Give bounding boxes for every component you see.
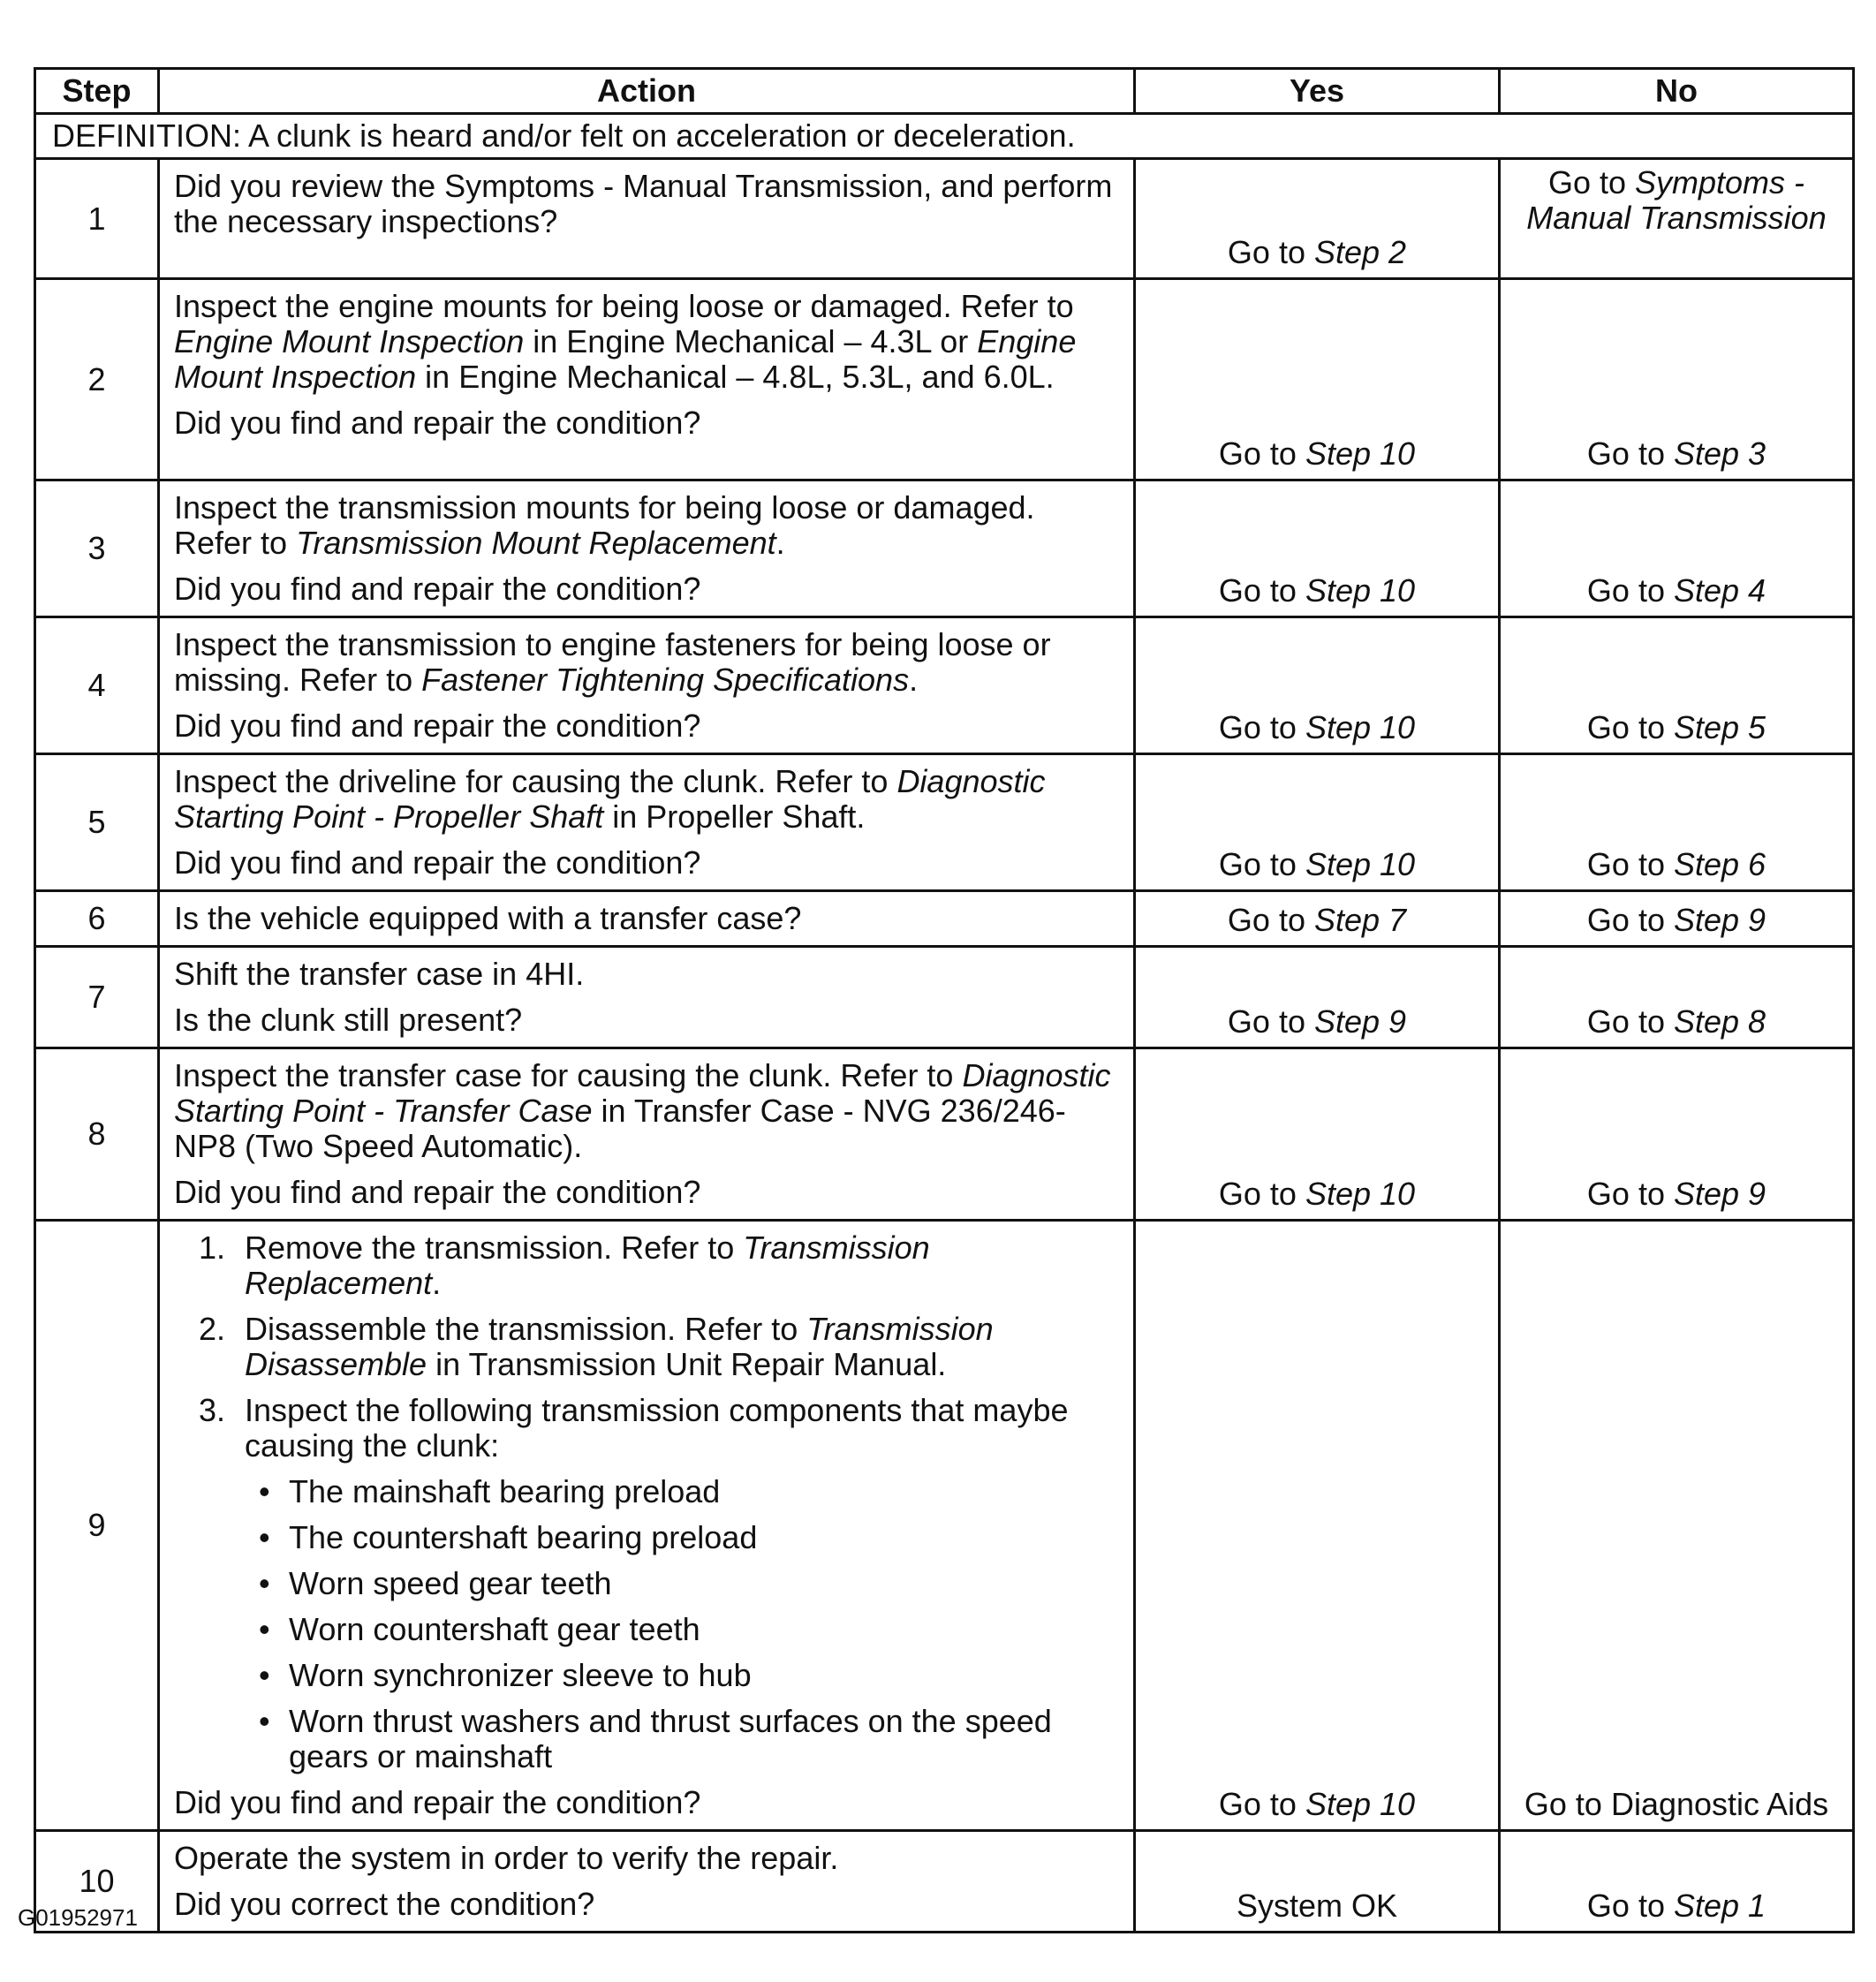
table-row: [35, 1048, 1854, 1221]
reference-text: Transmission Disassemble: [245, 1311, 994, 1382]
step-number: 6: [35, 891, 159, 947]
table-row: [35, 279, 1854, 480]
action-cell: [159, 1048, 1135, 1221]
text-run: .: [909, 662, 919, 698]
action-text: [174, 289, 1119, 395]
header-yes: Yes: [1135, 69, 1500, 114]
text-run: in Transfer Case - NVG 236/246-NP8 (Two Speed Automatic).: [174, 1093, 1066, 1164]
yes-result: [1135, 891, 1500, 947]
action-question: Is the clunk still present?: [174, 1002, 523, 1038]
reference-text: Transmission Mount Replacement: [296, 525, 776, 561]
action-text: [174, 627, 1119, 698]
step-number: 4: [35, 617, 159, 754]
step-number: 7: [35, 947, 159, 1048]
action-cell: [159, 1221, 1135, 1831]
component-list: [245, 1474, 1119, 1774]
action-cell: [159, 754, 1135, 891]
text-run: Inspect the transfer case for causing the clunk. Refer to: [174, 1057, 963, 1093]
yes-result: [1135, 617, 1500, 754]
goto-step: Step 6: [1673, 846, 1766, 882]
action-question: Did you find and repair the condition?: [174, 1784, 701, 1820]
text-run: Inspect the driveline for causing the clunk. Refer to: [174, 763, 897, 799]
goto-step: Step 10: [1305, 1786, 1416, 1822]
goto-text: Go to: [1586, 1887, 1674, 1924]
step-number: 9: [35, 1221, 159, 1831]
text-run: Inspect the transmission mounts for being loose or damaged. Refer to: [174, 489, 1035, 561]
text-run: Operate the system in order to verify the repair.: [174, 1840, 839, 1876]
action-question: Did you find and repair the condition?: [174, 707, 701, 744]
text-run: Inspect the transmission to engine fasteners for being loose or missing. Refer to: [174, 626, 1051, 698]
substep-item: [234, 1393, 1119, 1774]
action-text: [174, 1058, 1119, 1164]
yes-result: [1135, 159, 1500, 279]
goto-text: Go to: [1586, 846, 1674, 882]
goto-text: Go to: [1218, 709, 1305, 745]
reference-text: Engine Mount Inspection: [174, 323, 525, 359]
no-result: [1500, 480, 1854, 617]
text-run: Is the vehicle equipped with a transfer case?: [174, 900, 802, 936]
goto-text: Go to: [1586, 572, 1674, 609]
no-result: [1500, 754, 1854, 891]
substep-list: [174, 1230, 1119, 1774]
header-row: [35, 69, 1854, 114]
reference-text: Diagnostic Starting Point - Propeller Shaft: [174, 763, 1046, 835]
action-cell: [159, 159, 1135, 279]
table-row: [35, 1221, 1854, 1831]
goto-text: Go to: [1218, 572, 1305, 609]
action-text: [174, 901, 1119, 936]
goto-text: Go to: [1586, 435, 1674, 472]
goto-text: Go to: [1218, 1176, 1305, 1212]
goto-text: Go to: [1586, 1176, 1674, 1212]
goto-step: Step 9: [1313, 1003, 1407, 1040]
action-question: Did you find and repair the condition?: [174, 844, 701, 881]
action-cell: [159, 617, 1135, 754]
table-row: [35, 891, 1854, 947]
component-item: • Worn countershaft gear teeth: [289, 1612, 1119, 1647]
goto-text: Go to: [1586, 1003, 1674, 1040]
goto-text: Go to: [1586, 709, 1674, 745]
action-text: [174, 957, 1119, 992]
goto-step: Step 9: [1673, 902, 1766, 938]
text-run: .: [775, 525, 785, 561]
goto-step: Step 10: [1305, 572, 1416, 609]
goto-text: Go to: [1227, 902, 1314, 938]
step-number: 1: [35, 159, 159, 279]
text-run: Shift the transfer case in 4HI.: [174, 956, 585, 992]
goto-step: Step 10: [1305, 709, 1416, 745]
goto-text: System OK: [1236, 1887, 1398, 1924]
action-cell: [159, 279, 1135, 480]
table-row: [35, 480, 1854, 617]
text-run: in Engine Mechanical – 4.3L or: [524, 323, 978, 359]
goto-step: Step 2: [1313, 234, 1407, 270]
goto-text: Go to: [1227, 234, 1314, 270]
action-text: [174, 1841, 1119, 1876]
text-run: Did you review the Symptoms - Manual Transmission, and perform the necessary inspections?: [174, 168, 1113, 239]
goto-step: Step 5: [1673, 709, 1766, 745]
goto-step: Step 10: [1305, 1176, 1416, 1212]
text-run: in Propeller Shaft.: [603, 798, 866, 835]
goto-text: Go to: [1227, 1003, 1314, 1040]
component-item: • Worn speed gear teeth: [289, 1566, 1119, 1601]
action-question: Did you correct the condition?: [174, 1886, 595, 1922]
no-result: [1500, 891, 1854, 947]
yes-result: [1135, 480, 1500, 617]
yes-result: [1135, 279, 1500, 480]
goto-text: Go to: [1586, 902, 1674, 938]
goto-step: Step 7: [1313, 902, 1407, 938]
substep-item: [234, 1230, 1119, 1301]
table-row: [35, 617, 1854, 754]
step-number: 8: [35, 1048, 159, 1221]
no-result: [1500, 1221, 1854, 1831]
no-result: [1500, 947, 1854, 1048]
goto-step: Step 9: [1673, 1176, 1766, 1212]
no-result: [1500, 1831, 1854, 1933]
goto-step: Step 3: [1673, 435, 1766, 472]
yes-result: [1135, 1221, 1500, 1831]
action-text: [174, 169, 1119, 239]
goto-step: Step 10: [1305, 435, 1416, 472]
header-no: No: [1500, 69, 1854, 114]
no-result: [1500, 279, 1854, 480]
goto-text: Go to: [1218, 846, 1305, 882]
yes-result: [1135, 1048, 1500, 1221]
goto-text: Go to: [1547, 164, 1636, 200]
substep-item: [234, 1312, 1119, 1382]
text-run: Inspect the engine mounts for being loose or damaged. Refer to: [174, 288, 1074, 324]
component-item: • Worn thrust washers and thrust surfaces on the speed gears or mainshaft: [289, 1704, 1119, 1774]
text-run: Inspect the following transmission components that maybe causing the clunk:: [245, 1392, 1069, 1464]
text-run: .: [432, 1265, 442, 1301]
action-cell: [159, 480, 1135, 617]
goto-text: Go to Diagnostic Aids: [1524, 1786, 1829, 1822]
table-body: [35, 114, 1854, 1933]
step-number: 5: [35, 754, 159, 891]
yes-result: [1135, 947, 1500, 1048]
figure-id: G01952971: [18, 1904, 138, 1931]
reference-text: Engine Mount Inspection: [174, 323, 1077, 395]
action-text: [174, 764, 1119, 835]
action-question: Did you find and repair the condition?: [174, 1174, 701, 1210]
header-action: Action: [159, 69, 1135, 114]
text-run: Disassemble the transmission. Refer to: [245, 1311, 807, 1347]
no-result: [1500, 617, 1854, 754]
goto-step: Step 8: [1673, 1003, 1766, 1040]
goto-text: Go to: [1218, 435, 1305, 472]
text-run: in Transmission Unit Repair Manual.: [427, 1346, 947, 1382]
step-number: 3: [35, 480, 159, 617]
reference-text: Fastener Tightening Specifications: [421, 662, 910, 698]
action-cell: [159, 891, 1135, 947]
table-row: [35, 947, 1854, 1048]
goto-step: Step 10: [1305, 846, 1416, 882]
yes-result: [1135, 1831, 1500, 1933]
goto-step: Step 1: [1673, 1887, 1766, 1924]
action-question: Did you find and repair the condition?: [174, 405, 701, 441]
reference-text: Diagnostic Starting Point - Transfer Case: [174, 1057, 1111, 1129]
action-text: [174, 490, 1119, 561]
yes-result: [1135, 754, 1500, 891]
no-result: [1500, 1048, 1854, 1221]
step-number: 2: [35, 279, 159, 480]
component-item: • The countershaft bearing preload: [289, 1520, 1119, 1555]
component-item: • The mainshaft bearing preload: [289, 1474, 1119, 1509]
action-question: Did you find and repair the condition?: [174, 571, 701, 607]
component-item: • Worn synchronizer sleeve to hub: [289, 1658, 1119, 1693]
goto-step: Symptoms - Manual Transmission: [1526, 164, 1827, 236]
text-run: in Engine Mechanical – 4.8L, 5.3L, and 6.0L.: [416, 359, 1055, 395]
table-row: [35, 1831, 1854, 1933]
reference-text: Transmission Replacement: [245, 1229, 930, 1301]
definition-text: DEFINITION: A clunk is heard and/or felt on acceleration or deceleration.: [35, 114, 1854, 159]
action-cell: [159, 947, 1135, 1048]
goto-step: Step 4: [1673, 572, 1766, 609]
header-step: Step: [35, 69, 159, 114]
diagnostic-table: [34, 67, 1855, 1933]
table-row: [35, 754, 1854, 891]
table-row: [35, 159, 1854, 279]
step-number: 10: [35, 1831, 159, 1933]
goto-text: Go to: [1218, 1786, 1305, 1822]
text-run: Remove the transmission. Refer to: [245, 1229, 744, 1266]
definition-row: [35, 114, 1854, 159]
action-cell: [159, 1831, 1135, 1933]
no-result: [1500, 159, 1854, 279]
